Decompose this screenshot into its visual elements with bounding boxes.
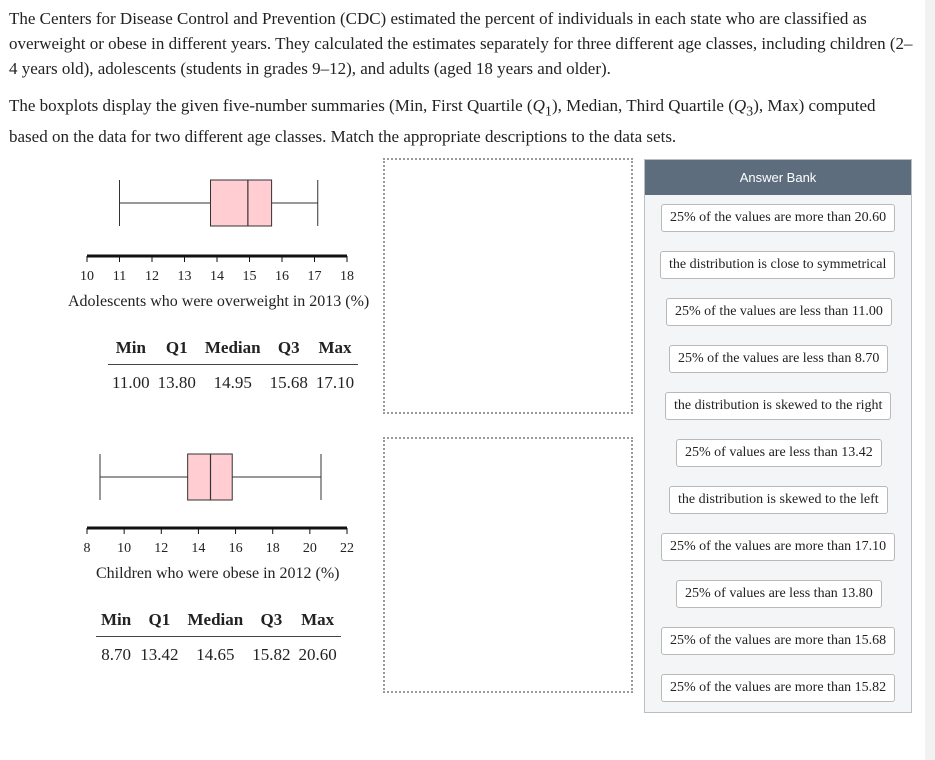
scrollbar-track[interactable] — [925, 0, 935, 760]
table-value-max: 20.60 — [298, 645, 337, 664]
table-value-q3: 15.68 — [269, 373, 308, 392]
instructions-paragraph — [9, 93, 914, 149]
answer-chip-symmetrical[interactable]: the distribution is close to symmetrical — [660, 251, 895, 279]
children-boxplot — [60, 442, 380, 562]
table-header-min: Min — [108, 336, 154, 365]
iqr-box — [211, 180, 272, 226]
table-value-q1: 13.80 — [157, 373, 196, 392]
x-tick-label: 20 — [302, 541, 317, 556]
answer-bank — [644, 159, 912, 713]
table-value-q1: 13.42 — [140, 645, 179, 664]
instructions-part-1: The boxplots display the given five-number summaries (Min, First Quartile ( — [9, 96, 533, 115]
answer-chip-more-than-20-60[interactable]: 25% of the values are more than 20.60 — [661, 204, 895, 232]
table-header-q1: Q1 — [136, 608, 182, 637]
x-tick-label: 12 — [154, 541, 169, 556]
x-tick-label: 10 — [80, 269, 94, 284]
adolescents-summary-table — [108, 336, 358, 395]
x-tick-label: 15 — [242, 269, 257, 284]
instructions-part-3: ), Max) computed based on the data for two different age classes. Match the appropriate descriptions to the data sets. — [9, 96, 876, 147]
x-tick-label: 10 — [117, 541, 132, 556]
question-text — [9, 6, 914, 149]
answer-chip-more-than-17-10[interactable]: 25% of the values are more than 17.10 — [661, 533, 895, 561]
table-header-q1: Q1 — [154, 336, 200, 365]
children-summary-table — [96, 608, 341, 667]
x-tick-label: 14 — [210, 269, 224, 284]
q3-symbol: Q — [733, 96, 747, 115]
answer-chip-less-than-13-80[interactable]: 25% of values are less than 13.80 — [676, 580, 882, 608]
table-header-median: Median — [182, 608, 248, 637]
answer-chip-less-than-8-70[interactable]: 25% of the values are less than 8.70 — [669, 345, 888, 373]
table-header-max: Max — [294, 608, 340, 637]
children-axis-title: Children who were obese in 2012 (%) — [96, 565, 340, 582]
table-value-min: 8.70 — [101, 645, 131, 664]
instructions-part-2: ), Median, Third Quartile ( — [551, 96, 734, 115]
x-tick-label: 17 — [307, 269, 322, 284]
table-header-median: Median — [200, 336, 266, 365]
table-header-max: Max — [312, 336, 358, 365]
answer-chip-more-than-15-68[interactable]: 25% of the values are more than 15.68 — [661, 627, 895, 655]
answer-chip-skewed-left[interactable]: the distribution is skewed to the left — [669, 486, 888, 514]
table-value-max: 17.10 — [315, 373, 355, 392]
x-tick-label: 14 — [191, 541, 206, 556]
table-value-min: 11.00 — [112, 373, 150, 392]
answer-chip-less-than-13-42[interactable]: 25% of values are less than 13.42 — [676, 439, 882, 467]
adolescents-drop-zone[interactable] — [383, 158, 633, 414]
table-header-q3: Q3 — [248, 608, 294, 637]
x-tick-label: 22 — [340, 541, 354, 556]
intro-paragraph: The Centers for Disease Control and Prevention (CDC) estimated the percent of individuals in each state who are classified as overweight or obese in different years. They calculated the estimates separately for three different age classes, including children (2–4 years old), adolescents (students in grades 9–12), and adults (aged 18 years and older). — [9, 9, 913, 78]
answer-chip-less-than-11-00[interactable]: 25% of the values are less than 11.00 — [666, 298, 892, 326]
adolescents-boxplot — [60, 170, 380, 290]
table-value-median: 14.95 — [213, 373, 252, 392]
children-drop-zone[interactable] — [383, 437, 633, 693]
table-value-median: 14.65 — [196, 645, 235, 664]
x-tick-label: 18 — [340, 269, 354, 284]
x-tick-label: 8 — [83, 541, 91, 556]
answer-chip-skewed-right[interactable]: the distribution is skewed to the right — [665, 392, 891, 420]
answer-chip-more-than-15-82[interactable]: 25% of the values are more than 15.82 — [661, 674, 895, 702]
x-tick-label: 16 — [275, 269, 289, 284]
x-tick-label: 11 — [112, 269, 127, 284]
q3-subscript: 3 — [746, 103, 754, 120]
table-header-min: Min — [96, 608, 136, 637]
q1-symbol: Q — [532, 96, 545, 115]
x-tick-label: 12 — [145, 269, 159, 284]
x-tick-label: 18 — [265, 541, 280, 556]
table-value-q3: 15.82 — [252, 645, 291, 664]
q1-subscript: 1 — [544, 103, 552, 120]
children-boxplot-panel — [60, 442, 380, 672]
adolescents-boxplot-panel — [60, 170, 380, 400]
x-tick-label: 13 — [177, 269, 192, 284]
x-tick-label: 16 — [228, 541, 243, 556]
table-header-q3: Q3 — [266, 336, 312, 365]
adolescents-axis-title: Adolescents who were overweight in 2013 (%) — [68, 293, 370, 310]
answer-bank-header: Answer Bank — [645, 160, 911, 195]
